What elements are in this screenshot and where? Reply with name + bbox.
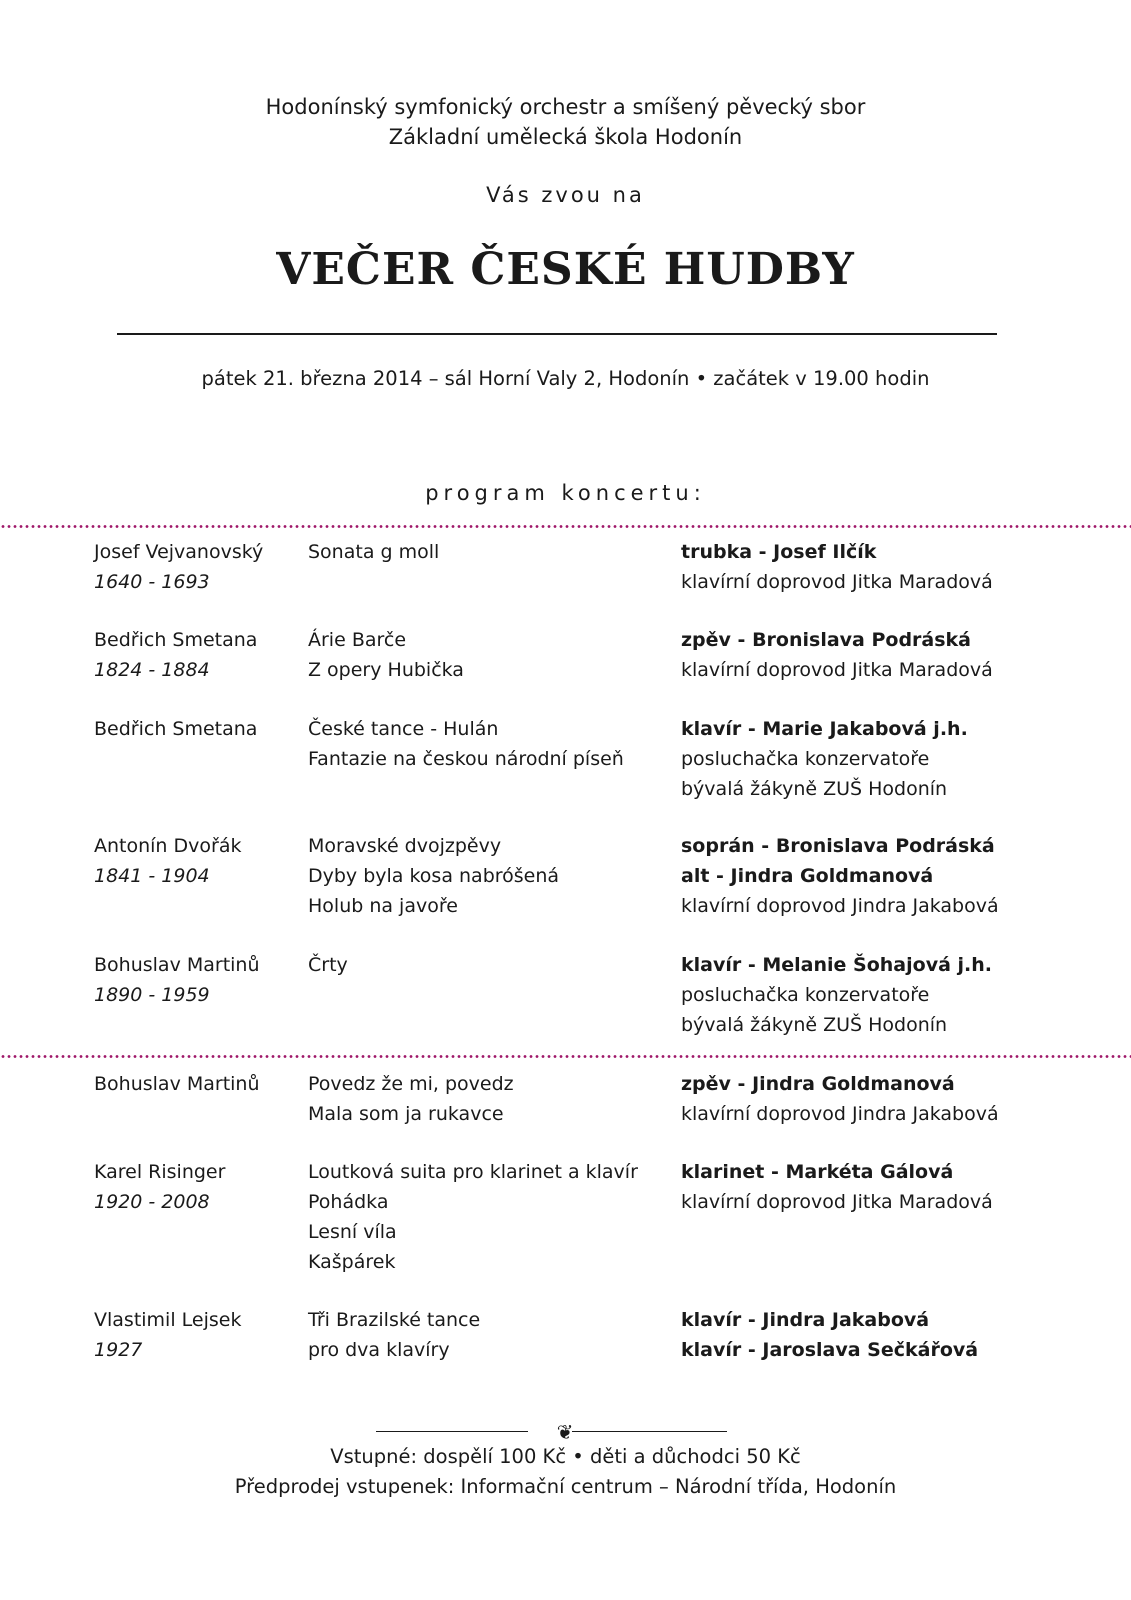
admission-info: Vstupné: dospělí 100 Kč • děti a důchodci 50 Kč [330,1445,801,1468]
composer-column [94,625,299,685]
performer-name: Jindra Jakabová [762,1309,930,1331]
performer-name: Jindra Goldmanová [730,865,934,887]
performer-line: klavírní doprovod Jitka Maradová [681,1191,993,1213]
dotted-divider-top [0,525,1131,528]
performer-line [681,1335,1111,1365]
presale-info: Předprodej vstupenek: Informační centrum – Národní třída, Hodonín [234,1475,897,1498]
performer-line: posluchačka konzervatoře [681,984,930,1006]
separator: - [752,541,774,563]
work-title: Mala som ja rukavce [308,1103,504,1125]
composer-column [94,714,299,744]
performers-column [681,1069,1111,1129]
performer-line: klavírní doprovod Jindra Jakabová [681,895,999,917]
composer-years: 1824 - 1884 [94,659,210,681]
performer-instrument: klavír [681,954,742,976]
performer-line [681,950,1111,980]
composer-name: Vlastimil Lejsek [94,1309,242,1331]
composer-column [94,831,299,891]
performer-instrument: zpěv [681,629,731,651]
organizer-line-2: Základní umělecká škola Hodonín [388,125,743,149]
composer-name: Karel Risinger [94,1161,226,1183]
work-title: České tance - Hulán [308,718,499,740]
performer-line [681,714,1111,744]
work-title: Árie Barče [308,629,407,651]
program-heading: program koncertu: [425,481,706,505]
performer-name: Bronislava Podráská [775,835,995,857]
performer-instrument: trubka [681,541,753,563]
performer-line [681,625,1111,655]
composer-column [94,537,299,597]
works-column [308,950,678,980]
composer-column [94,950,299,1010]
work-title: Holub na javoře [308,895,458,917]
ornament-divider [0,1420,1131,1444]
performer-line: bývalá žákyně ZUŠ Hodonín [681,1014,948,1036]
title-divider [117,333,997,335]
works-column [308,1305,678,1365]
separator: - [741,1339,763,1361]
performers-column [681,1305,1111,1365]
organizer-line-1: Hodonínský symfonický orchestr a smíšený pěvecký sbor [265,95,866,119]
composer-years: 1927 [94,1339,143,1361]
works-column [308,625,678,685]
composer-years: 1841 - 1904 [94,865,210,887]
performer-line [681,831,1111,861]
performer-name: Marie Jakabová j.h. [762,718,968,740]
separator: - [741,718,763,740]
performers-column [681,625,1111,685]
performer-line: posluchačka konzervatoře [681,748,930,770]
performer-instrument: alt [681,865,710,887]
performer-name: Markéta Gálová [785,1161,954,1183]
work-title: Loutková suita pro klarinet a klavír [308,1161,638,1183]
performer-line [681,861,1111,891]
composer-years: 1920 - 2008 [94,1191,210,1213]
performer-instrument: soprán [681,835,755,857]
performer-instrument: zpěv [681,1073,731,1095]
separator: - [730,629,753,651]
performer-line: klavírní doprovod Jindra Jakabová [681,1103,999,1125]
fleuron-icon: ❦ [556,1420,574,1444]
separator: - [730,1073,753,1095]
performer-line [681,537,1111,567]
performer-name: Josef Ilčík [773,541,877,563]
performer-line: klavírní doprovod Jitka Maradová [681,659,993,681]
composer-column [94,1305,299,1365]
work-title: Fantazie na českou národní píseň [308,748,624,770]
works-column [308,1157,678,1277]
work-title: Moravské dvojzpěvy [308,835,502,857]
composer-name: Bedřich Smetana [94,718,258,740]
performers-column [681,831,1111,921]
performer-name: Bronislava Podráská [752,629,972,651]
performer-instrument: klavír [681,1309,742,1331]
performer-name: Jaroslava Sečkářová [762,1339,979,1361]
work-title: Tři Brazilské tance [308,1309,481,1331]
works-column [308,831,678,921]
composer-name: Josef Vejvanovský [94,541,264,563]
work-title: Črty [308,954,348,976]
works-column [308,537,678,567]
work-title: pro dva klavíry [308,1339,450,1361]
performer-instrument: klarinet [681,1161,765,1183]
ornament-rule-left [376,1431,528,1432]
performer-instrument: klavír [681,1339,742,1361]
separator: - [741,954,763,976]
event-info: pátek 21. března 2014 – sál Horní Valy 2, Hodonín • začátek v 19.00 hodin [201,367,930,390]
separator: - [741,1309,763,1331]
work-title: Sonata g moll [308,541,440,563]
performer-line [681,1157,1111,1187]
invitation-text: Vás zvou na [486,183,645,207]
work-title: Pohádka [308,1191,389,1213]
performer-line: klavírní doprovod Jitka Maradová [681,571,993,593]
works-column [308,1069,678,1129]
dotted-divider-middle [0,1055,1131,1058]
composer-name: Antonín Dvořák [94,835,242,857]
work-title: Dyby byla kosa nabróšená [308,865,560,887]
performer-name: Jindra Goldmanová [752,1073,955,1095]
ornament-rule-right [572,1431,727,1432]
performer-line [681,1305,1111,1335]
separator: - [754,835,776,857]
performers-column [681,714,1111,804]
work-title: Z opery Hubička [308,659,464,681]
performer-name: Melanie Šohajová j.h. [762,954,992,976]
work-title: Povedz že mi, povedz [308,1073,514,1095]
performers-column [681,1157,1111,1217]
works-column [308,714,678,774]
performers-column [681,950,1111,1040]
composer-name: Bedřich Smetana [94,629,258,651]
separator: - [709,865,731,887]
separator: - [764,1161,786,1183]
performers-column [681,537,1111,597]
composer-name: Bohuslav Martinů [94,954,260,976]
composer-column [94,1157,299,1217]
work-title: Lesní víla [308,1221,397,1243]
performer-line [681,1069,1111,1099]
concert-title: VEČER ČESKÉ HUDBY [276,244,855,295]
composer-column [94,1069,299,1099]
composer-years: 1890 - 1959 [94,984,210,1006]
composer-name: Bohuslav Martinů [94,1073,260,1095]
performer-instrument: klavír [681,718,742,740]
work-title: Kašpárek [308,1251,396,1273]
performer-line: bývalá žákyně ZUŠ Hodonín [681,778,948,800]
composer-years: 1640 - 1693 [94,571,210,593]
